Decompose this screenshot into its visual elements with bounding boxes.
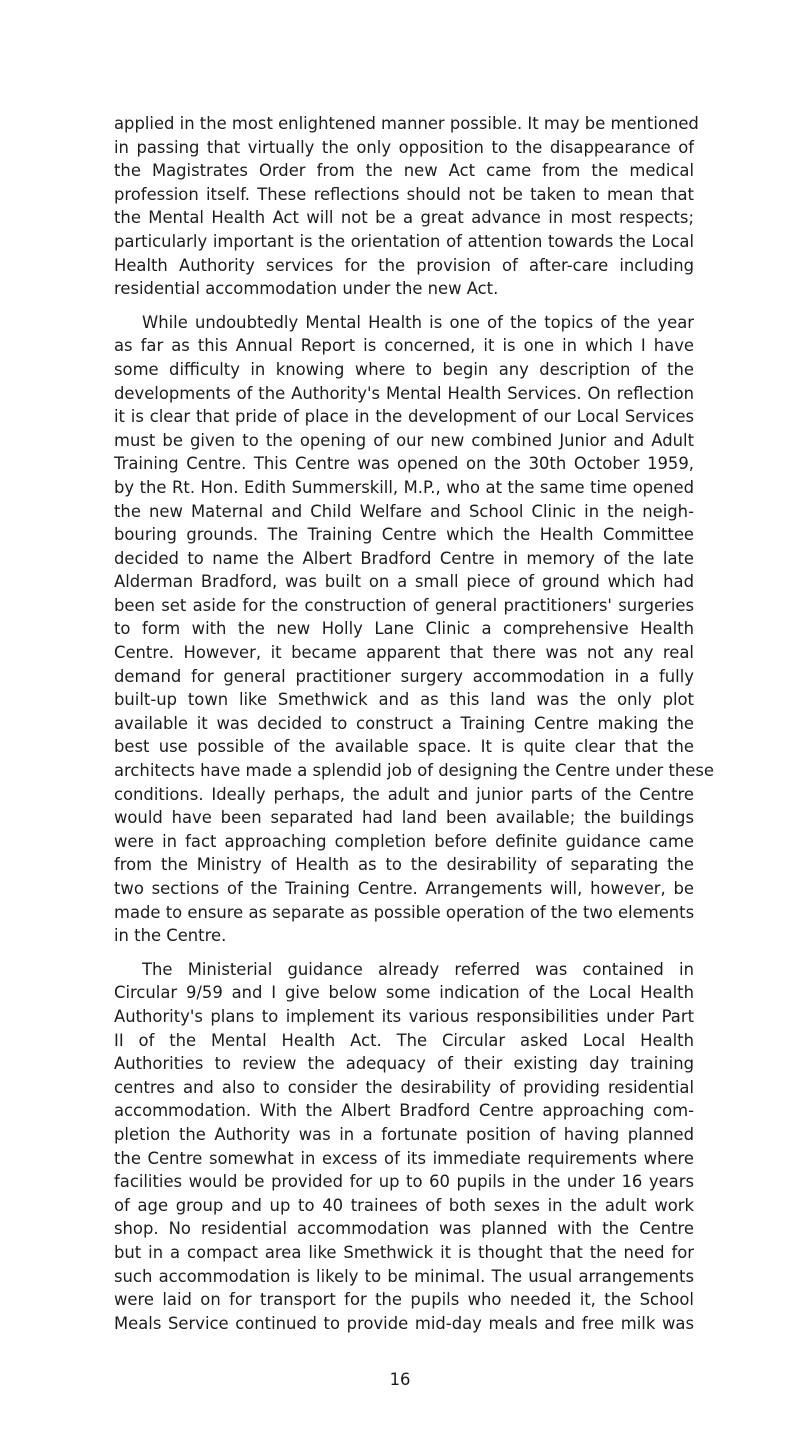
text-line: decided to name the Albert Bradford Centre in memory of the late bbox=[114, 548, 694, 568]
document-body bbox=[114, 112, 715, 1335]
paragraph-gap bbox=[114, 948, 694, 958]
text-line: in passing that virtually the only opposition to the disappearance of bbox=[114, 137, 694, 157]
page-number: 16 bbox=[389, 1370, 411, 1389]
text-line: must be given to the opening of our new combined Junior and Adult bbox=[114, 430, 694, 450]
text-line: been set aside for the construction of general practitioners' surgeries bbox=[114, 595, 694, 615]
paragraph-2 bbox=[114, 311, 715, 948]
text-line: architects have made a splendid job of designing the Centre under these bbox=[114, 761, 715, 781]
text-line: the new Maternal and Child Welfare and School Clinic in the neigh- bbox=[114, 501, 694, 521]
text-line: accommodation. With the Albert Bradford Centre approaching com- bbox=[114, 1101, 694, 1121]
text-line: the Mental Health Act will not be a great advance in most respects; bbox=[114, 208, 694, 228]
text-line: were in fact approaching completion before definite guidance came bbox=[114, 831, 694, 851]
paragraph-gap bbox=[114, 301, 694, 311]
text-line: by the Rt. Hon. Edith Summerskill, M.P., who at the same time opened bbox=[114, 477, 694, 497]
text-line: but in a compact area like Smethwick it is thought that the need for bbox=[114, 1242, 694, 1262]
text-line: Alderman Bradford, was built on a small piece of ground which had bbox=[114, 572, 694, 592]
text-line: best use possible of the available space. It is quite clear that the bbox=[114, 737, 694, 757]
text-line: facilities would be provided for up to 60 pupils in the under 16 years bbox=[114, 1172, 694, 1192]
text-line: conditions. Ideally perhaps, the adult and junior parts of the Centre bbox=[114, 784, 694, 804]
text-line: profession itself. These reflections should not be taken to mean that bbox=[114, 184, 694, 204]
text-line: shop. No residential accommodation was planned with the Centre bbox=[114, 1219, 694, 1239]
paragraph-3 bbox=[114, 958, 694, 1336]
text-line: built-up town like Smethwick and as this land was the only plot bbox=[114, 690, 694, 710]
text-line: made to ensure as separate as possible operation of the two elements bbox=[114, 902, 695, 922]
text-line: While undoubtedly Mental Health is one of the topics of the year bbox=[142, 312, 694, 332]
text-line: residential accommodation under the new Act. bbox=[114, 279, 499, 299]
text-line: Authorities to review the adequacy of their existing day training bbox=[114, 1054, 694, 1074]
text-line: some difficulty in knowing where to begin any description of the bbox=[114, 359, 694, 379]
text-line: centres and also to consider the desirability of providing residential bbox=[114, 1077, 694, 1097]
text-line: in the Centre. bbox=[114, 926, 227, 946]
text-line: applied in the most enlightened manner possible. It may be mentioned bbox=[114, 114, 699, 133]
text-line: of age group and up to 40 trainees of both sexes in the adult work bbox=[114, 1195, 694, 1215]
text-line: such accommodation is likely to be minimal. The usual arrangements bbox=[114, 1266, 694, 1286]
text-line: bouring grounds. The Training Centre which the Health Committee bbox=[114, 525, 694, 545]
text-line: pletion the Authority was in a fortunate position of having planned bbox=[114, 1124, 694, 1144]
text-line: as far as this Annual Report is concerned, it is one in which I have bbox=[114, 336, 694, 356]
text-line: demand for general practitioner surgery accommodation in a fully bbox=[114, 666, 694, 686]
text-line: Health Authority services for the provision of after-care including bbox=[114, 255, 694, 275]
paragraph-1 bbox=[114, 112, 699, 301]
text-line: developments of the Authority's Mental Health Services. On reflection bbox=[114, 383, 694, 403]
text-line: it is clear that pride of place in the development of our Local Services bbox=[114, 407, 694, 427]
text-line: particularly important is the orientation of attention towards the Local bbox=[114, 231, 694, 251]
text-line: available it was decided to construct a Training Centre making the bbox=[114, 713, 694, 733]
text-line: Authority's plans to implement its various responsibilities under Part bbox=[114, 1006, 694, 1026]
text-line: the Magistrates Order from the new Act came from the medical bbox=[114, 161, 694, 181]
text-line: the Centre somewhat in excess of its immediate requirements where bbox=[114, 1148, 694, 1168]
text-line: from the Ministry of Health as to the desirability of separating the bbox=[114, 855, 694, 875]
text-line: two sections of the Training Centre. Arrangements will, however, be bbox=[114, 879, 694, 898]
text-line: would have been separated had land been available; the buildings bbox=[114, 808, 694, 828]
text-line: Centre. However, it became apparent that there was not any real bbox=[114, 643, 694, 663]
text-line: were laid on for transport for the pupils who needed it, the School bbox=[114, 1290, 694, 1310]
text-line: II of the Mental Health Act. The Circular asked Local Health bbox=[114, 1030, 694, 1050]
text-line: The Ministerial guidance already referred was contained in bbox=[142, 959, 694, 979]
text-line: Circular 9/59 and I give below some indication of the Local Health bbox=[114, 983, 694, 1003]
text-line: Training Centre. This Centre was opened on the 30th October 1959, bbox=[114, 454, 694, 474]
text-line: Meals Service continued to provide mid-day meals and free milk was bbox=[114, 1313, 694, 1333]
text-line: to form with the new Holly Lane Clinic a comprehensive Health bbox=[114, 619, 694, 639]
